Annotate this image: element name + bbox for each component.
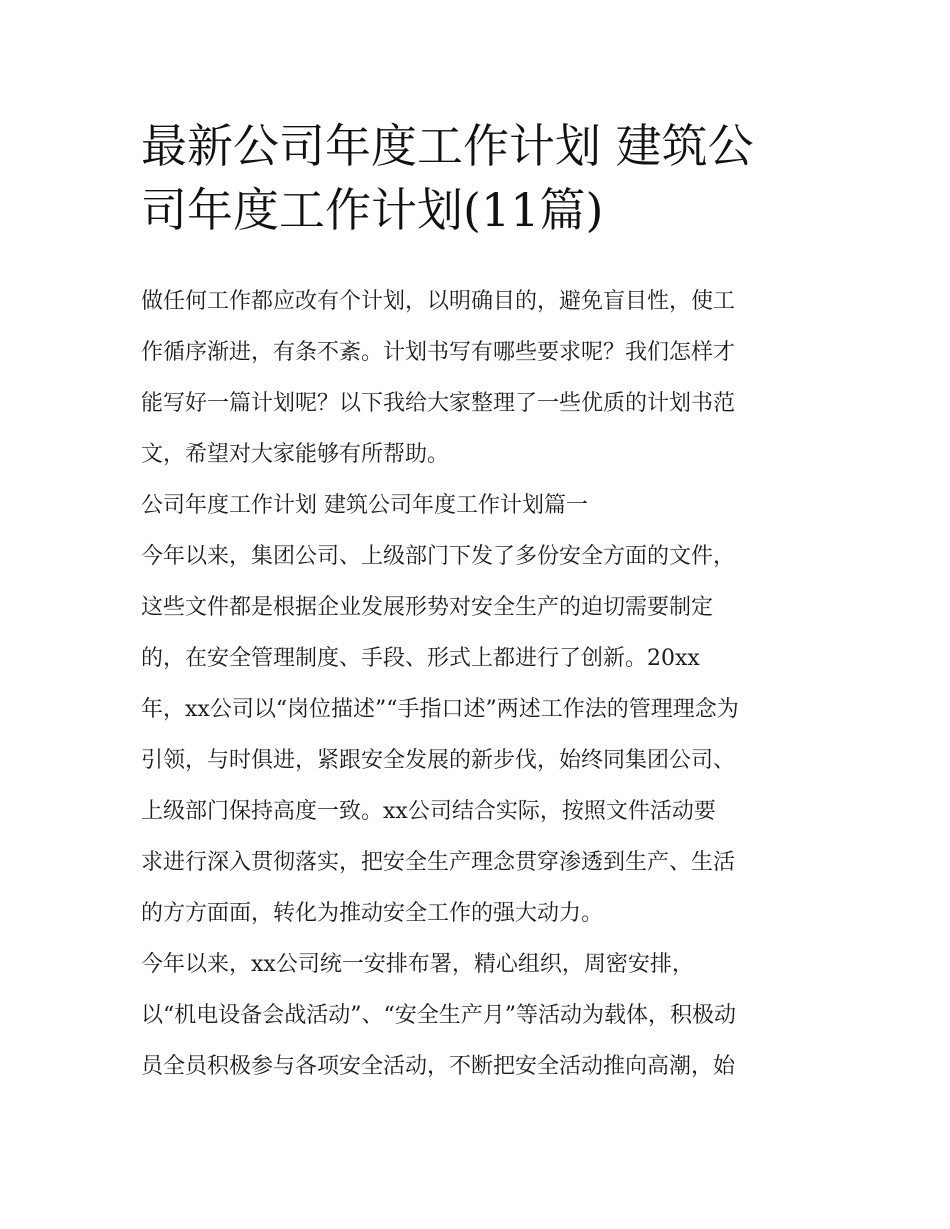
paragraph-line: 做任何工作都应改有个计划，以明确目的，避免盲目性，使工 (141, 289, 736, 314)
paragraph-line: 员全员积极参与各项安全活动，不断把安全活动推向高潮，始 (141, 1054, 736, 1079)
paragraph-line: 上级部门保持高度一致。xx公司结合实际，按照文件活动要 (141, 799, 716, 824)
paragraph-line: 今年以来，xx公司统一安排布署，精心组织，周密安排， (141, 952, 694, 977)
title-line-2: 司年度工作计划(11篇) (141, 183, 604, 237)
paragraph-line: 的，在安全管理制度、手段、形式上都进行了创新。20xx (141, 646, 700, 671)
section-heading: 公司年度工作计划 建筑公司年度工作计划篇一 (141, 493, 588, 518)
paragraph-line: 这些文件都是根据企业发展形势对安全生产的迫切需要制定 (141, 595, 714, 620)
paragraph-line: 能写好一篇计划呢？以下我给大家整理了一些优质的计划书范 (141, 391, 736, 416)
document-title (141, 114, 821, 242)
paragraph-line: 作循序渐进，有条不紊。计划书写有哪些要求呢？我们怎样才 (141, 340, 736, 365)
title-line-1: 最新公司年度工作计划 建筑公 (141, 119, 754, 173)
paragraph-line: 引领，与时俱进，紧跟安全发展的新步伐，始终同集团公司、 (141, 748, 736, 773)
paragraph-line: 求进行深入贯彻落实，把安全生产理念贯穿渗透到生产、生活 (141, 850, 736, 875)
paragraph-line: 以“机电设备会战活动”、“安全生产月”等活动为载体，积极动 (141, 1003, 736, 1028)
paragraph-line: 的方方面面，转化为推动安全工作的强大动力。 (141, 901, 604, 926)
paragraph-line: 今年以来，集团公司、上级部门下发了多份安全方面的文件， (141, 544, 736, 569)
paragraph-line: 年，xx公司以“岗位描述”“手指口述”两述工作法的管理理念为 (141, 697, 739, 722)
document-body (141, 276, 813, 1092)
paragraph-line: 文，希望对大家能够有所帮助。 (141, 442, 450, 467)
